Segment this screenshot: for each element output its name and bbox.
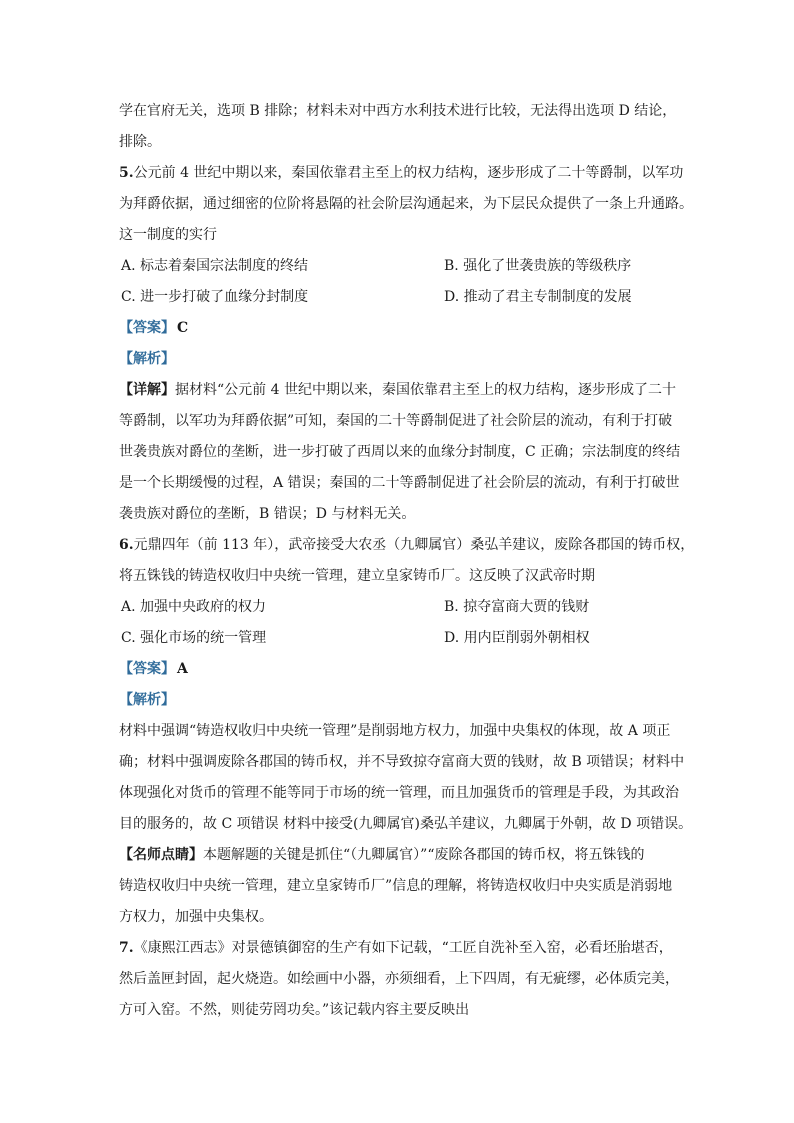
q6-option-d: D. 用内臣削弱外朝相权 bbox=[444, 630, 590, 646]
q5-options-row-2 bbox=[119, 282, 679, 313]
q7-number: 7. bbox=[119, 940, 134, 956]
q6-tip-line-2: 铸造权收归中央统一管理，建立皇家铸币厂”信息的理解，将铸造权收归中央实质是消弱地 bbox=[119, 878, 673, 894]
q6-answer-value: A bbox=[177, 661, 188, 677]
q6-analysis-line-4: 目的服务的，故 C 项错误 材料中接受(九卿属官)桑弘羊建议，九卿属于外朝，故 D 项错误。 bbox=[119, 816, 693, 832]
q5-detail-line-3: 世袭贵族对爵位的垄断，进一步打破了西周以来的血缘分封制度，C 正确；宗法制度的终结 bbox=[119, 444, 681, 460]
q6-stem-text-1: 元鼎四年（前 113 年），武帝接受大农丞（九卿属官）桑弘羊建议，废除各郡国的铸币权， bbox=[133, 537, 695, 553]
q5-stem-text-1: 公元前 4 世纪中期以来，秦国依靠君主至上的权力结构，逐步形成了二十等爵制，以军功 bbox=[133, 165, 684, 181]
q6-tip-line-3: 方权力，加强中央集权。 bbox=[119, 909, 273, 925]
q6-options-row-2 bbox=[119, 623, 679, 654]
q6-tip-text-1: 本题解题的关键是抓住“（九卿属官）”“废除各郡国的铸币权，将五铢钱的 bbox=[203, 847, 645, 863]
q7-stem-line-1 bbox=[119, 933, 679, 964]
q5-analysis-heading bbox=[119, 344, 679, 375]
q6-option-c: C. 强化市场的统一管理 bbox=[121, 630, 267, 646]
q5-number: 5. bbox=[119, 165, 134, 181]
q5-option-d: D. 推动了君主专制制度的发展 bbox=[444, 289, 632, 305]
q6-option-a: A. 加强中央政府的权力 bbox=[121, 599, 267, 615]
q5-answer-value: C bbox=[177, 320, 189, 336]
q6-number: 6. bbox=[119, 537, 134, 553]
q5-detail-line-5: 袭贵族对爵位的垄断，B 错误；D 与材料无关。 bbox=[119, 506, 416, 522]
document-page bbox=[119, 96, 695, 1026]
q5-analysis-tag: 【解析】 bbox=[119, 351, 175, 367]
q7-stem-text-1: 《康熙江西志》对景德镇御窑的生产有如下记载，“工匠自洗补至入窑，必看坯胎堪否， bbox=[133, 940, 673, 956]
q5-detail-line-2: 等爵制，以军功为拜爵依据”可知，秦国的二十等爵制促进了社会阶层的流动，有利于打破 bbox=[119, 413, 673, 429]
q6-tip-tag: 【名师点睛】 bbox=[119, 847, 203, 863]
intro-line-2: 排除。 bbox=[119, 134, 161, 150]
q5-detail-line-4: 是一个长期缓慢的过程，A 错误；秦国的二十等爵制促进了社会阶层的流动，有利于打破世 bbox=[119, 475, 680, 491]
q5-options-row-1 bbox=[119, 251, 679, 282]
q6-answer-tag: 【答案】 bbox=[119, 661, 175, 677]
q6-analysis-line-3: 体现强化对货币的管理不能等同于市场的统一管理，而且加强货币的管理是手段，为其政治 bbox=[119, 785, 679, 801]
q5-stem-line-3: 这一制度的实行 bbox=[119, 227, 217, 243]
q6-analysis-heading bbox=[119, 685, 679, 716]
q5-detail-tag: 【详解】 bbox=[119, 382, 175, 398]
q5-detail-text-1: 据材料“公元前 4 世纪中期以来，秦国依靠君主至上的权力结构，逐步形成了二十 bbox=[175, 382, 676, 398]
q6-stem-line-1 bbox=[119, 530, 695, 561]
q6-option-b: B. 掠夺富商大贾的钱财 bbox=[444, 599, 590, 615]
q5-answer bbox=[119, 313, 679, 344]
q6-analysis-line-1: 材料中强调“铸造权收归中央统一管理”是削弱地方权力，加强中央集权的体现，故 A 项正 bbox=[119, 723, 671, 739]
q5-stem-line-2: 为拜爵依据，通过细密的位阶将悬隔的社会阶层沟通起来，为下层民众提供了一条上升通路。 bbox=[119, 196, 693, 212]
intro-line-1: 学在官府无关，选项 B 排除；材料未对中西方水利技术进行比较，无法得出选项 D 结论， bbox=[119, 103, 677, 119]
q6-stem-line-2: 将五铢钱的铸造权收归中央统一管理，建立皇家铸币厂。这反映了汉武帝时期 bbox=[119, 568, 595, 584]
q6-analysis-tag: 【解析】 bbox=[119, 692, 175, 708]
q7-stem-line-3: 方可入窑。不然，则徒劳罔功矣。”该记载内容主要反映出 bbox=[119, 1002, 470, 1018]
q6-options-row-1 bbox=[119, 592, 679, 623]
q5-option-c: C. 进一步打破了血缘分封制度 bbox=[121, 289, 309, 305]
q5-option-a: A. 标志着秦国宗法制度的终结 bbox=[121, 258, 309, 274]
q7-stem-line-2: 然后盖匣封固，起火烧造。如绘画中小器，亦须细看，上下四周，有无疵缪，必体质完美， bbox=[119, 971, 679, 987]
q5-stem-line-1 bbox=[119, 158, 684, 189]
q6-analysis-line-2: 确；材料中强调废除各郡国的铸币权，并不导致掠夺富商大贾的钱财，故 B 项错误；材料中 bbox=[119, 754, 685, 770]
q6-answer bbox=[119, 654, 679, 685]
q5-detail-line-1 bbox=[119, 375, 679, 406]
q5-option-b: B. 强化了世袭贵族的等级秩序 bbox=[444, 258, 632, 274]
q5-answer-tag: 【答案】 bbox=[119, 320, 175, 336]
q6-tip-line-1 bbox=[119, 840, 679, 871]
